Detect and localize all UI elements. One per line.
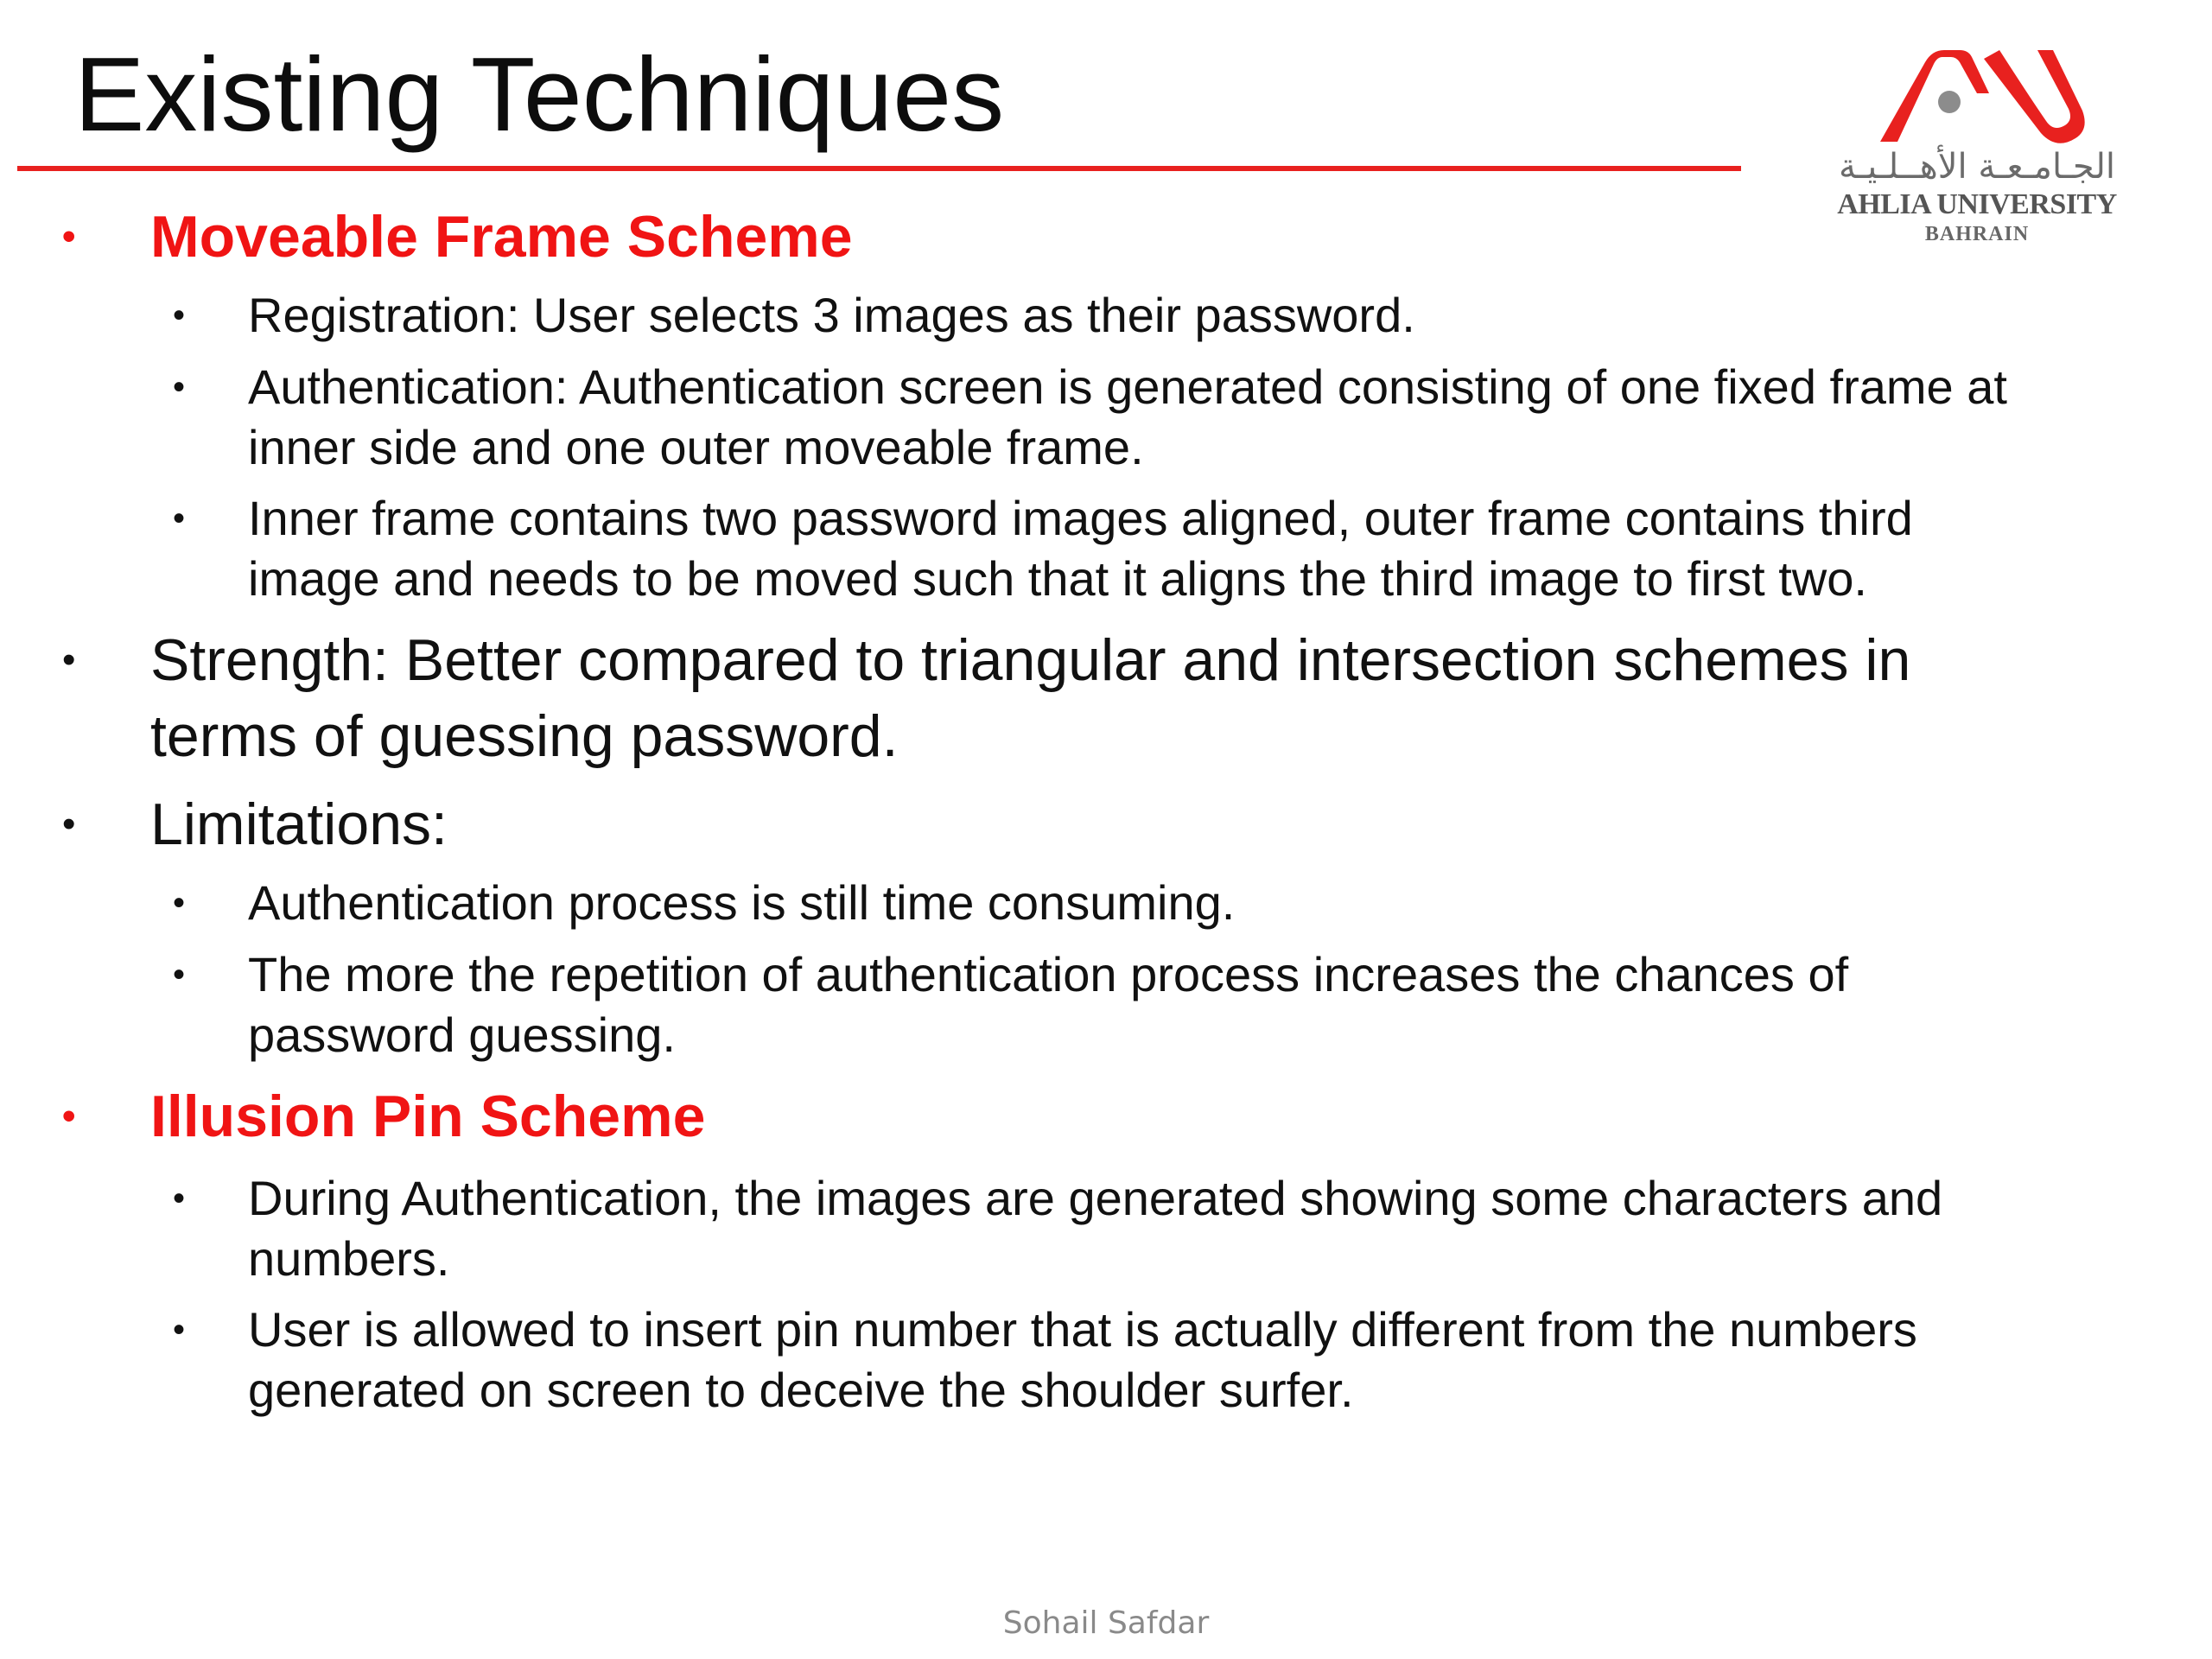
bullet-marker: •: [173, 956, 186, 994]
bullet-marker: •: [173, 884, 186, 922]
bullet-marker: •: [62, 639, 76, 681]
bullet-text: Authentication process is still time consuming.: [248, 875, 1236, 930]
title-underline: [17, 166, 1741, 171]
bullet-text: The more the repetition of authentication process increases the chances of password guessing.: [248, 947, 1849, 1062]
bullet-text: Moveable Frame Scheme: [150, 204, 853, 270]
bullet-text: Authentication: Authentication screen is generated consisting of one fixed frame at inner side and one outer moveable frame.: [248, 359, 2007, 474]
bullet-text: Illusion Pin Scheme: [150, 1084, 706, 1149]
bullet-text: Strength: Better compared to triangular and intersection schemes in terms of guessing password.: [150, 627, 1911, 769]
bullet-marker: •: [173, 1179, 186, 1217]
bullet-marker: •: [173, 368, 186, 406]
bullet-marker: •: [62, 1095, 76, 1137]
bullet-marker: •: [62, 803, 76, 845]
bullet-text: Inner frame contains two password images aligned, outer frame contains third image and needs to be moved such that it aligns the third image to first two.: [248, 491, 1913, 606]
bullet-marker: •: [62, 215, 76, 257]
bullet-marker: •: [173, 296, 186, 334]
bullet-text: Registration: User selects 3 images as their password.: [248, 288, 1415, 342]
bullet-text: User is allowed to insert pin number that is actually different from the numbers generated on screen to deceive the shoulder surfer.: [248, 1302, 1917, 1417]
bullet-marker: •: [173, 499, 186, 537]
bullet-marker: •: [173, 1311, 186, 1349]
slide-title: Existing Techniques: [74, 35, 1005, 153]
logo-arabic-name: الجـامـعـة الأهــلـيـة: [1839, 147, 2115, 187]
bullet-text: During Authentication, the images are generated showing some characters and numbers.: [248, 1171, 1943, 1286]
logo-country: BAHRAIN: [1924, 223, 2030, 245]
slide-footer-author: Sohail Safdar: [1002, 1605, 1210, 1641]
bullet-text: Limitations:: [150, 791, 448, 857]
logo-university-name: AHLIA UNIVERSITY: [1837, 188, 2117, 220]
